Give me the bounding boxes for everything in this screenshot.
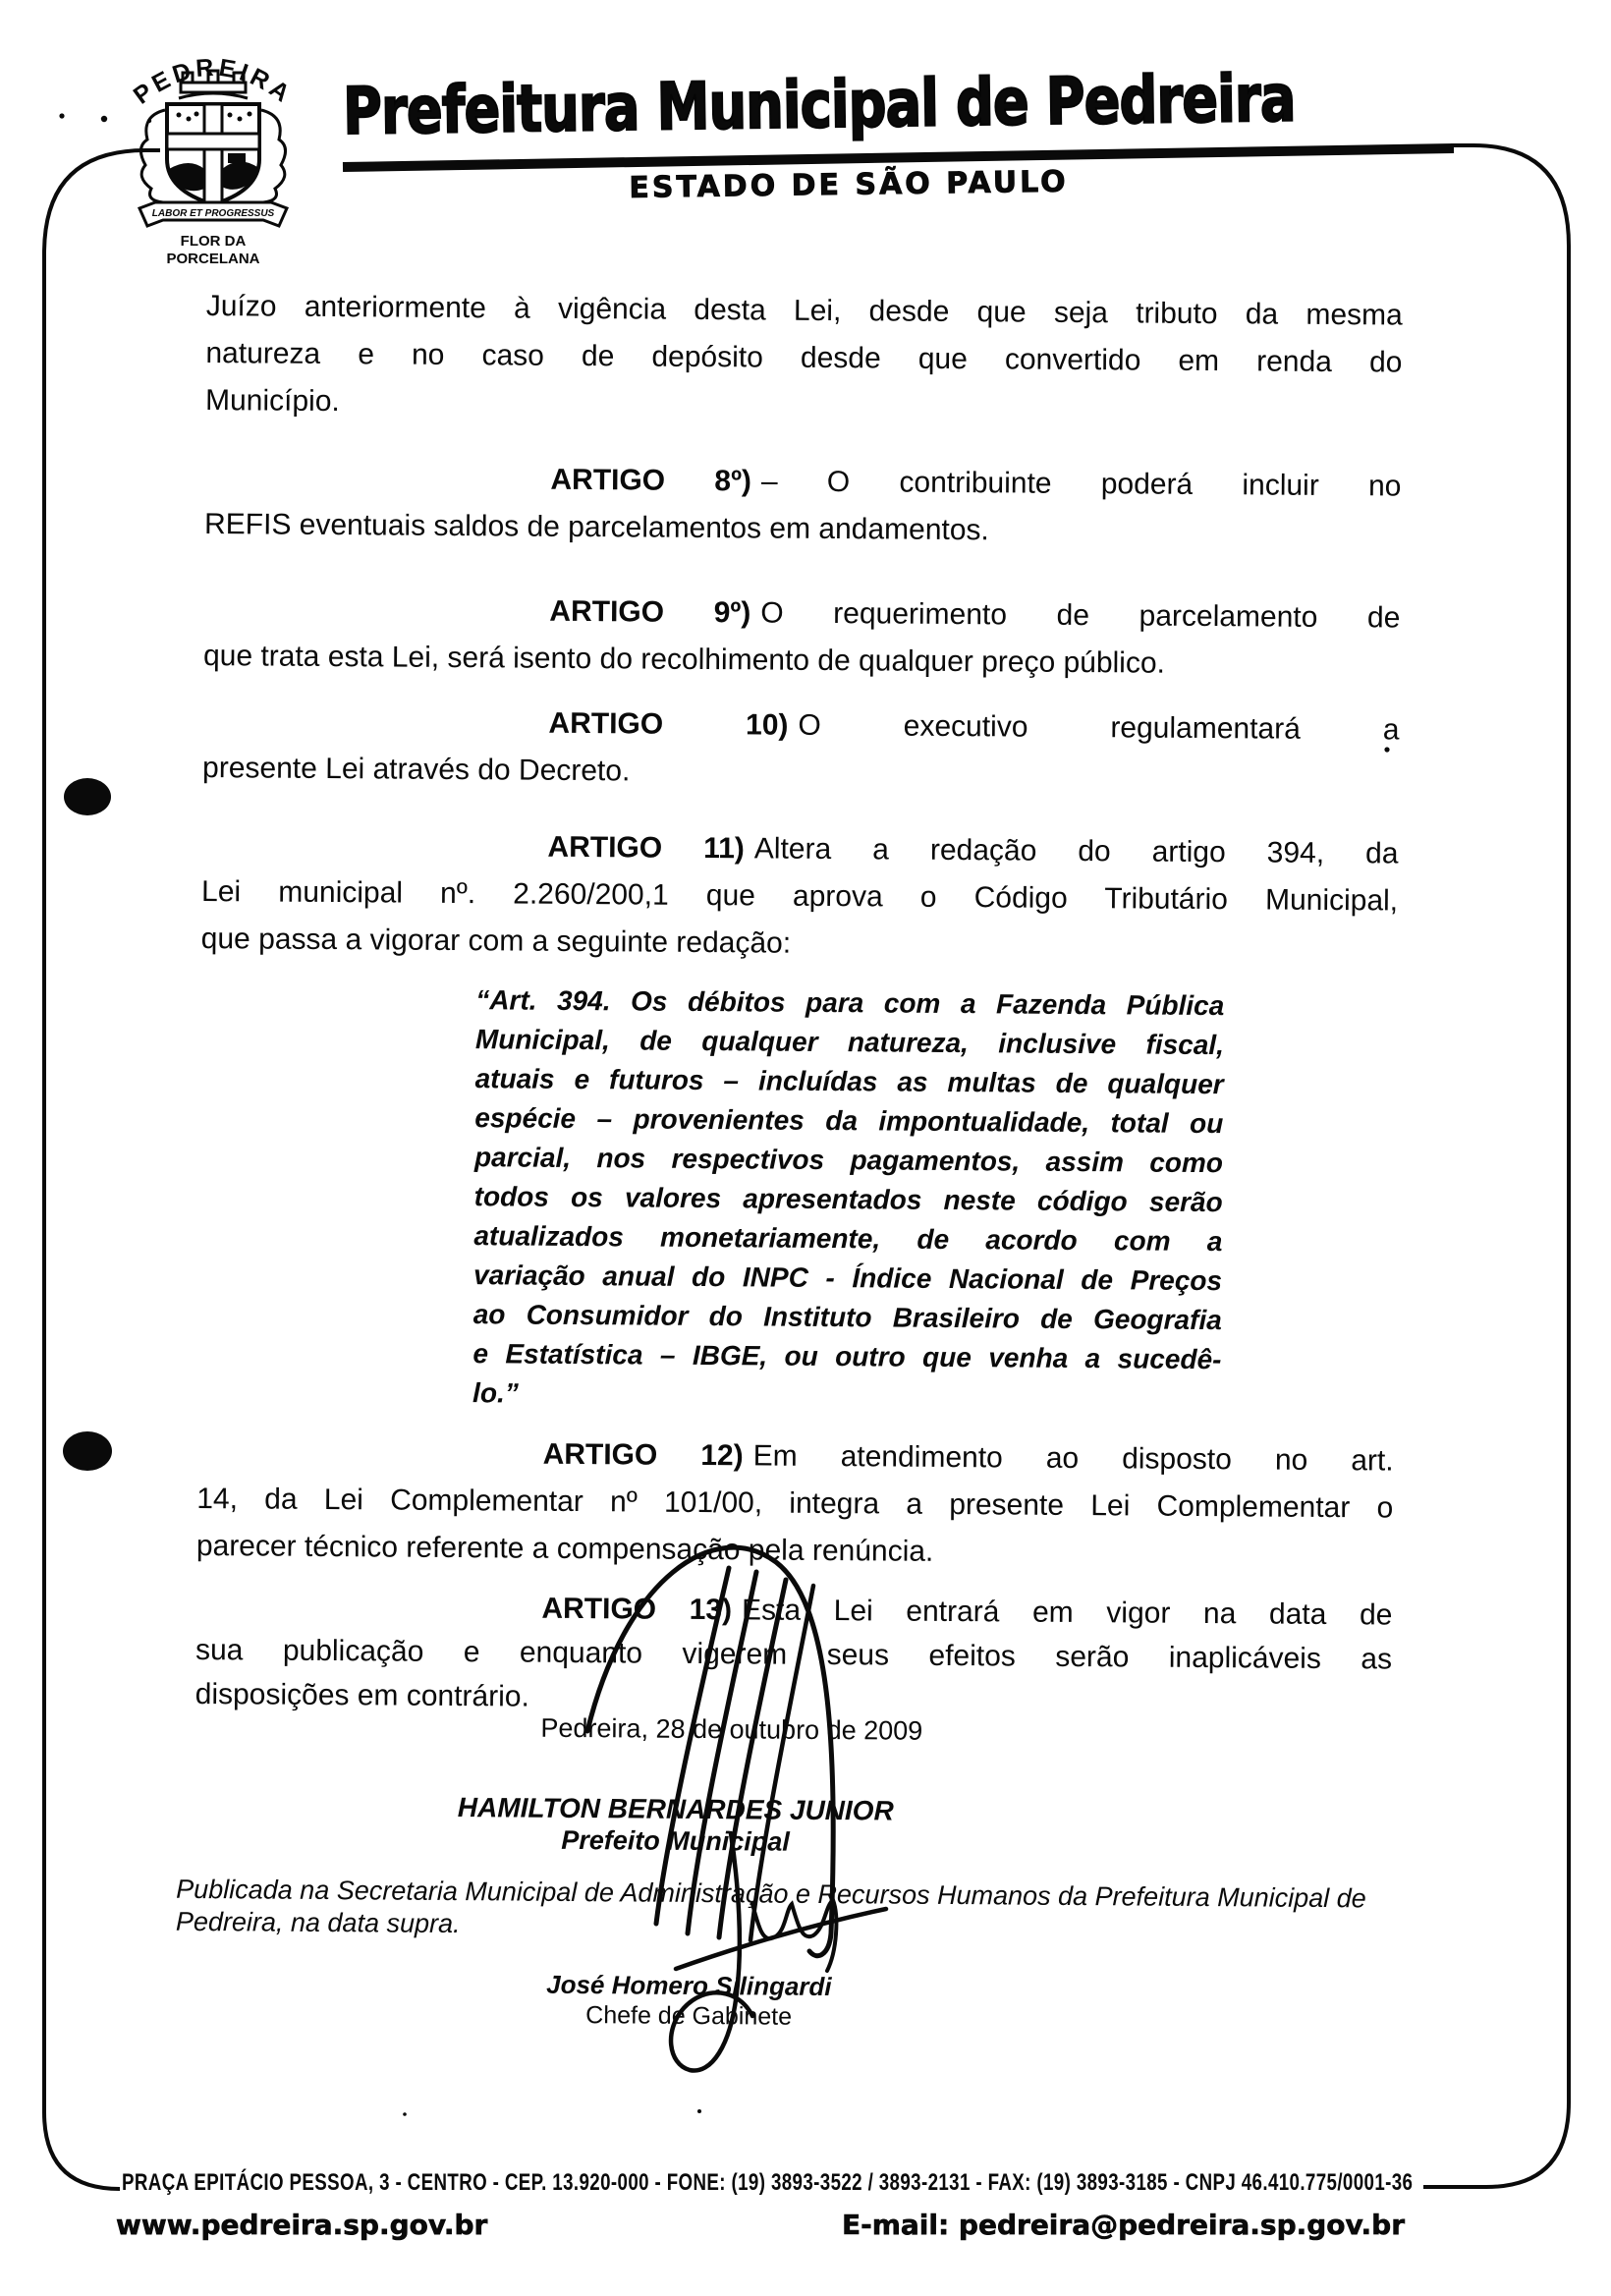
text-line: REFIS eventuais saldos de parcelamentos em andamentos. <box>203 507 989 547</box>
text-line: que passa a vigorar com a seguinte redação: <box>200 922 792 960</box>
quote-line: ao Consumidor do Instituto Brasileiro de Geografia <box>472 1299 1222 1336</box>
footer-address: PRAÇA EPITÁCIO PESSOA, 3 - CENTRO - CEP. 13.920-000 - FONE: (19) 3893-3522 / 3893-2131 - FAX: (19) 3893-3185 - CNPJ 46.410.775/0001-36 <box>122 2169 1414 2196</box>
signatory-role: Prefeito Municipal <box>561 1824 790 1857</box>
logo-arc-text: PEDREIRA <box>128 53 299 110</box>
text-line: Pedreira, na data supra. <box>175 1906 461 1939</box>
text-line: que trata esta Lei, será isento do recolhimento de qualquer preço público. <box>202 639 1166 680</box>
municipal-coat-of-arms <box>106 22 320 275</box>
text-line: Lei municipal nº. 2.260/200,1 que aprova o Código Tributário Municipal, <box>201 874 1399 918</box>
footer-email: E-mail: pedreira@pedreira.sp.gov.br <box>841 2209 1405 2241</box>
article-label: ARTIGO 12) <box>542 1437 744 1473</box>
scan-speck <box>59 113 64 118</box>
logo-motto: LABOR ET PROGRESSUS <box>151 208 275 219</box>
text-line: Publicada na Secretaria Municipal de Administração e Recursos Humanos da Prefeitura Municipal de <box>176 1874 1366 1914</box>
text-line: sua publicação e enquanto vigerem seus efeitos serão inaplicáveis as <box>194 1633 1393 1676</box>
quote-line: “Art. 394. Os débitos para com a Fazenda Pública <box>475 984 1225 1022</box>
article-text: Altera a redação do artigo 394, da <box>753 832 1399 870</box>
letterhead <box>342 60 1456 205</box>
paragraph-artigo-10 <box>202 698 1400 802</box>
quote-line: lo.” <box>472 1377 519 1409</box>
article-text: O requerimento de parcelamento de <box>760 596 1401 635</box>
article-label: ARTIGO 8º) <box>550 463 752 498</box>
state-subtitle: ESTADO DE SÃO PAULO <box>629 164 1069 205</box>
quote-line: parcial, nos respectivos pagamentos, assim como <box>473 1142 1224 1179</box>
quote-line: todos os valores apresentados neste código serão <box>473 1181 1223 1218</box>
signatory-chief-of-staff <box>394 1969 983 2035</box>
paragraph-artigo-11 <box>201 821 1399 973</box>
quote-line: atualizados monetariamente, de acordo com a <box>473 1220 1223 1258</box>
quote-line: e Estatística – IBGE, ou outro que venha a sucedê- <box>472 1338 1222 1375</box>
quote-line: Municipal, de qualquer natureza, inclusive fiscal, <box>474 1024 1225 1061</box>
quote-line: variação anual do INPC - Índice Nacional de Preços <box>472 1260 1223 1297</box>
text-line: presente Lei através do Decreto. <box>201 751 631 788</box>
scan-speck <box>697 2109 701 2113</box>
article-label: ARTIGO 10) <box>548 706 789 742</box>
article-text: Esta Lei entrará em vigor na data de <box>741 1594 1393 1632</box>
paragraph-artigo-9 <box>203 586 1401 690</box>
signatory-role: Chefe de Gabinete <box>585 2001 793 2031</box>
shield-icon <box>167 104 259 204</box>
punch-hole <box>64 778 111 815</box>
dateline: Pedreira, 28 de outubro de 2009 <box>540 1712 923 1746</box>
paragraph-intro <box>205 283 1403 434</box>
text-line: Juízo anteriormente à vigência desta Lei, desde que seja tributo da mesma <box>205 289 1403 332</box>
document-body <box>175 283 1403 2038</box>
logo-caption-line1: FLOR DA <box>180 233 247 250</box>
logo-caption-line2: PORCELANA <box>166 251 260 267</box>
quote-line: atuais e futuros – incluídas as multas de qualquer <box>474 1063 1224 1100</box>
text-line: disposições em contrário. <box>194 1677 529 1713</box>
signatory-name: José Homero Silingardi <box>546 1969 832 2002</box>
motto-ribbon <box>139 202 287 226</box>
quote-line: espécie – provenientes da impontualidade, total ou <box>474 1102 1224 1140</box>
paragraph-artigo-13 <box>195 1584 1393 1726</box>
text-line: 14, da Lei Complementar nº 101/00, integra a presente Lei Complementar o <box>196 1482 1394 1525</box>
article-label: ARTIGO 11) <box>547 830 745 866</box>
article-label: ARTIGO 13) <box>541 1592 733 1627</box>
signatory-name: HAMILTON BERNARDES JUNIOR <box>457 1792 894 1826</box>
punch-hole <box>63 1431 112 1471</box>
blockquote-art-394 <box>472 980 1224 1419</box>
article-text: O executivo regulamentará a <box>798 708 1400 747</box>
text-line: natureza e no caso de depósito desde que convertido em renda do <box>205 336 1403 379</box>
signatory-mayor <box>380 1790 970 1860</box>
title-underline <box>343 148 1454 167</box>
text-line: parecer técnico referente a compensação pela renúncia. <box>195 1529 934 1568</box>
paragraph-artigo-12 <box>196 1428 1394 1580</box>
scan-speck <box>403 2112 407 2116</box>
article-text: – O contribuinte poderá incluir no <box>760 465 1402 503</box>
article-text: Em atendimento ao disposto no art. <box>752 1439 1394 1478</box>
page-title: Prefeitura Municipal de Pedreira <box>342 60 1297 150</box>
article-label: ARTIGO 9º) <box>549 594 751 630</box>
text-line: Município. <box>204 383 340 419</box>
footer-website: www.pedreira.sp.gov.br <box>116 2209 488 2241</box>
footer-contacts <box>116 2209 1405 2241</box>
paragraph-artigo-8 <box>204 454 1402 558</box>
publication-note <box>176 1874 1423 1948</box>
